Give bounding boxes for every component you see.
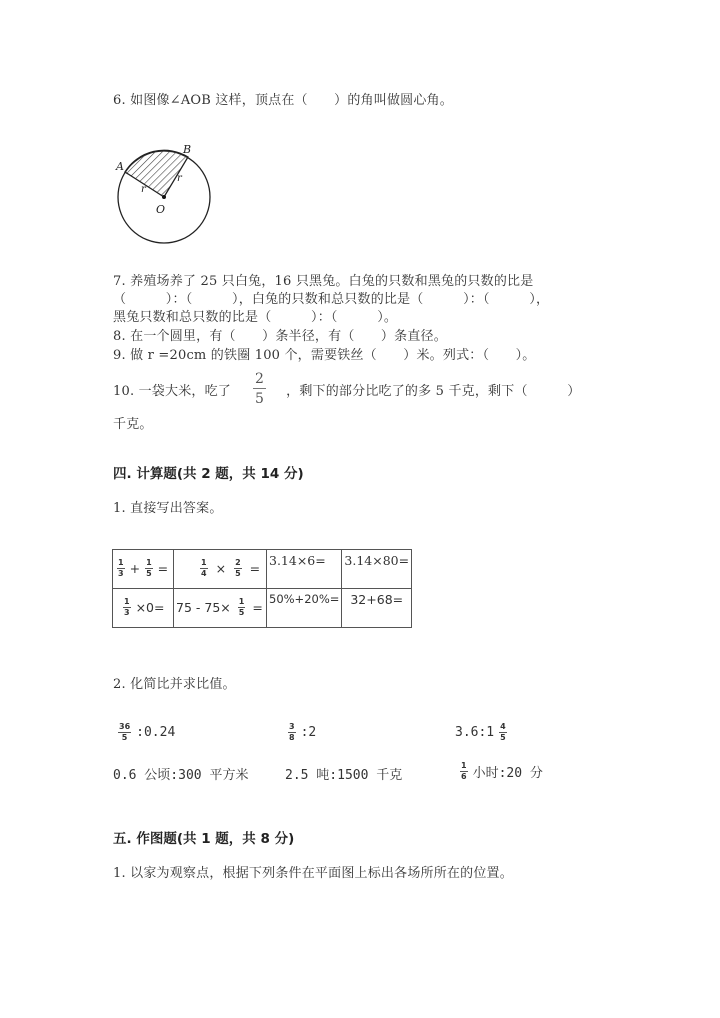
calc-cell: 75 - 75× $\frac{1}{5}$ =: [174, 589, 267, 628]
label-r2: r: [177, 173, 182, 184]
label-a: A: [116, 160, 124, 173]
question-10: [113, 372, 580, 406]
question-6: 6. 如图像∠AOB 这样，顶点在（ ）的角叫做圆心角。: [113, 93, 453, 108]
fraction: $\frac{1}{3}$: [124, 596, 130, 617]
calc-cell: $\frac{1}{3}$ + $\frac{1}{5}$ =: [113, 550, 174, 589]
calc-cell: 32+68=: [342, 589, 412, 628]
table-row: [113, 589, 412, 628]
calc-cell: $\frac{1}{3}$ ×0=: [113, 589, 174, 628]
section-4-title: 四. 计算题(共 2 题，共 14 分): [113, 466, 304, 482]
label-o: O: [156, 203, 166, 216]
fraction: $\frac{36}{5}$: [119, 722, 131, 742]
question-9: 9. 做 r =20cm 的铁圈 100 个，需要铁丝（ ）米。列式：（ ）。: [113, 348, 536, 363]
calc-cell: 3.14×80=: [342, 550, 412, 589]
ratio-item-4: 0.6 公顷:300 平方米: [113, 768, 249, 783]
section-4-q1-prompt: 1. 直接写出答案。: [113, 501, 223, 516]
fraction: $\frac{3}{8}$: [289, 722, 295, 742]
section-5-q1-prompt: 1. 以家为观察点，根据下列条件在平面图上标出各场所所在的位置。: [113, 866, 513, 881]
circle-sector-figure: [108, 135, 223, 260]
label-b: B: [183, 143, 192, 156]
ratio-item-3: 3.6:1 $\frac{4}{5}$: [455, 722, 506, 742]
question-7-line1: 7. 养殖场养了 25 只白兔，16 只黑兔。白兔的只数和黑兔的只数的比是: [113, 274, 534, 289]
fraction: $\frac{2}{5}$: [255, 371, 265, 407]
fraction: $\frac{2}{5}$: [235, 557, 241, 578]
section-5-title: 五. 作图题(共 1 题，共 8 分): [113, 831, 295, 847]
question-7-line2: （ ）：（ ），白兔的只数和总只数的比是（ ）：（ ），: [113, 292, 550, 307]
fraction: $\frac{1}{6}$: [461, 761, 467, 781]
question-7-line3: 黑兔只数和总只数的比是（ ）：（ ）。: [113, 310, 398, 325]
question-8: 8. 在一个圆里，有（ ）条半径，有（ ）条直径。: [113, 329, 447, 344]
calc-table: [112, 549, 412, 628]
fraction: $\frac{4}{5}$: [500, 722, 506, 742]
ratio-item-1: $\frac{36}{5}$ :0.24: [119, 722, 176, 742]
ratio-item-2: $\frac{3}{8}$ :2: [289, 722, 317, 742]
fraction: $\frac{1}{3}$: [118, 557, 124, 578]
section-4-q2-prompt: 2. 化简比并求比值。: [113, 677, 236, 692]
table-row: [113, 550, 412, 589]
fraction: $\frac{1}{5}$: [238, 596, 245, 617]
ratio-item-5: 2.5 吨:1500 千克: [285, 768, 403, 783]
question-10-after: ，剩下的部分比吃了的多 5 千克，剩下（ ）: [286, 383, 581, 399]
label-r1: r: [141, 184, 146, 195]
fraction: $\frac{1}{5}$: [146, 557, 152, 578]
calc-cell: $\frac{1}{4}$ × $\frac{2}{5}$ =: [174, 550, 267, 589]
ratio-item-6: $\frac{1}{6}$ 小时:20 分: [461, 761, 543, 781]
calc-cell: 50%+20%=: [267, 589, 342, 628]
question-10-line2: 千克。: [113, 417, 153, 432]
calc-cell: 3.14×6=: [267, 550, 342, 589]
question-10-before: 10. 一袋大米，吃了: [113, 383, 232, 399]
fraction: $\frac{1}{4}$: [201, 557, 207, 578]
